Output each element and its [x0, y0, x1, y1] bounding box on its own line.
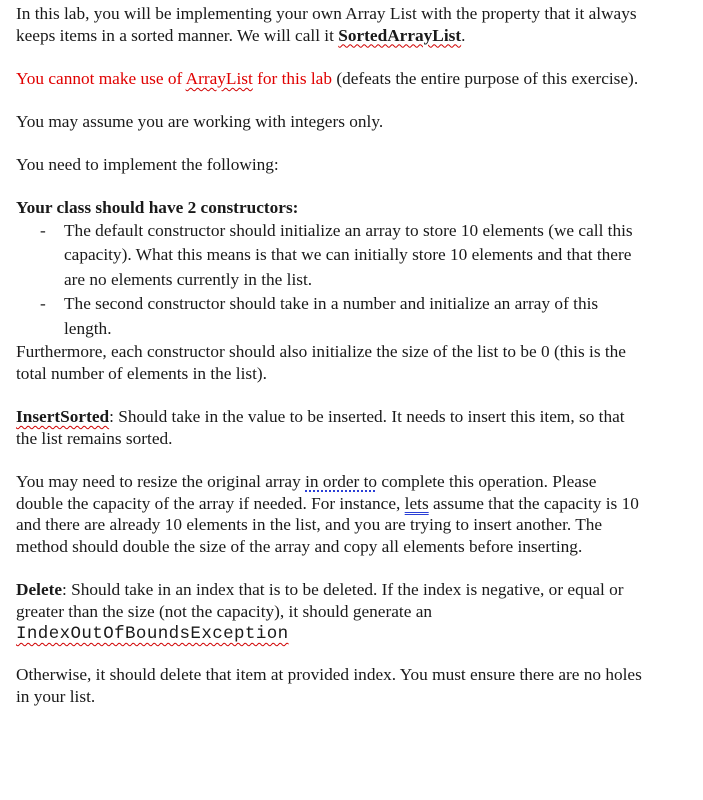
list-item [16, 219, 646, 293]
assume-paragraph: You may assume you are working with integers only. [16, 111, 384, 131]
insert-sorted-name: InsertSorted [16, 407, 110, 427]
restriction-rest: (defeats the entire purpose of this exercise). [332, 68, 639, 88]
dash-marker: - [40, 294, 46, 314]
insert-paragraph [16, 406, 646, 449]
insert-desc: : Should take in the value to be inserted. It needs to insert this item, so that the list remains sorted. [16, 407, 625, 448]
intro-end: . [461, 25, 466, 45]
list-item-text: The second constructor should take in a number and initialize an array of this length. [64, 294, 599, 338]
list-item [16, 292, 646, 341]
restriction-arraylist: ArrayList [185, 68, 253, 88]
restriction-paragraph [16, 68, 646, 90]
class-name: SortedArrayList [338, 25, 462, 45]
resize-paragraph [16, 471, 646, 557]
need-paragraph: You need to implement the following: [16, 155, 279, 175]
constructors-list [16, 219, 646, 342]
resize-text-3: assume that the capacity is 10 and there are already 10 elements in the list, and you are trying to insert another. The method should double the size of the array and copy all elements before inserting. [16, 493, 639, 556]
exception-name: IndexOutOfBoundsException [16, 624, 289, 645]
delete-desc: : Should take in an index that is to be deleted. If the index is negative, or equal or greater than the size (not the capacity), it should generate an [16, 579, 624, 621]
resize-text-2: complete this operation. Please double the capacity of the array if needed. For instance, [16, 472, 597, 513]
intro-text: In this lab, you will be implementing your own Array List with the property that it always keeps items in a sorted manner. We will call it [16, 4, 637, 45]
restriction-red-lead: You cannot make use of [16, 68, 186, 88]
document-body [16, 3, 646, 729]
delete-name: Delete [16, 579, 63, 599]
restriction-red-tail: for this lab [252, 68, 332, 88]
in-order-to: in order to [305, 472, 378, 491]
constructors-heading: Your class should have 2 constructors: [16, 198, 299, 218]
list-item-text: The default constructor should initialize an array to store 10 elements (we call this capacity). What this means is that we can initially store 10 elements and that there are no elements currently in the list. [64, 220, 633, 289]
dash-marker: - [40, 220, 46, 240]
furthermore-paragraph: Furthermore, each constructor should also initialize the size of the list to be 0 (this is the total number of elements in the list). [16, 342, 626, 384]
intro-paragraph [16, 3, 646, 46]
otherwise-paragraph: Otherwise, it should delete that item at provided index. You must ensure there are no holes in your list. [16, 665, 642, 706]
delete-paragraph [16, 579, 646, 622]
lets-word: lets [404, 493, 429, 513]
exception-line [16, 622, 646, 646]
resize-text-1: You may need to resize the original array [16, 472, 306, 491]
